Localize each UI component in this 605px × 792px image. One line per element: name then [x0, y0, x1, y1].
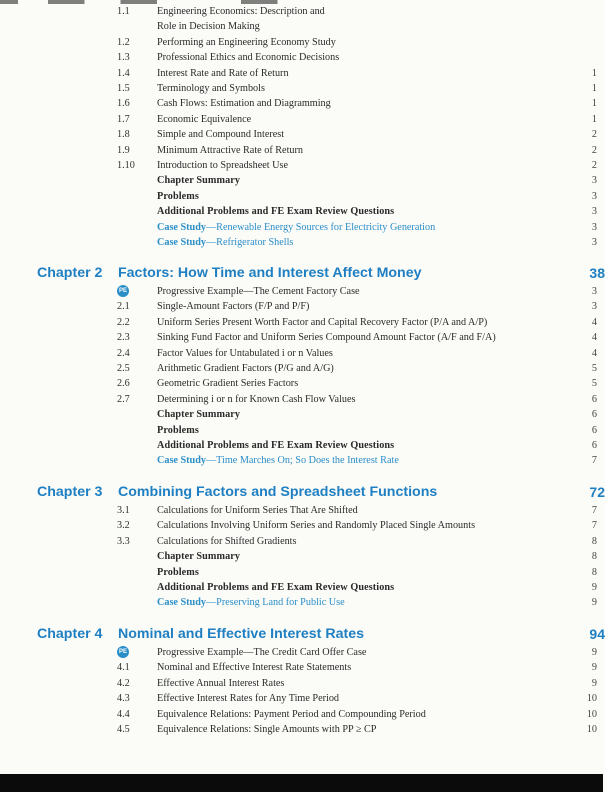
page-number: 1: [591, 83, 597, 94]
section-title: Interest Rate and Rate of Return: [157, 67, 289, 79]
section-number: 4.4: [117, 708, 130, 720]
section-title: Progressive Example—The Credit Card Offer Case: [157, 647, 367, 658]
page-number: 6: [591, 409, 597, 421]
section-title: Uniform Series Present Worth Factor and Capital Recovery Factor (P/A and A/P): [157, 316, 488, 328]
section-title: Performing an Engineering Economy Study: [157, 36, 336, 48]
chapter-page-number: 94: [589, 626, 605, 642]
progressive-example-icon: PE: [117, 285, 129, 297]
section-number: 1.9: [117, 144, 130, 156]
chapter-heading[interactable]: [0, 626, 603, 644]
section-title: Single-Amount Factors (F/P and P/F): [157, 301, 310, 313]
section-title: Introduction to Spreadsheet Use: [157, 160, 288, 171]
page-number: 10: [586, 724, 597, 735]
page-number: 3: [591, 301, 597, 313]
section-title: Economic Equivalence: [157, 113, 252, 125]
page-number: 1: [591, 113, 597, 125]
section-title: Problems: [157, 566, 199, 578]
page-number: 3: [591, 237, 597, 248]
section-title: Effective Interest Rates for Any Time Period: [157, 693, 340, 705]
page-number: 1: [591, 98, 597, 110]
section-title: [157, 221, 435, 234]
page-number: 3: [591, 221, 597, 233]
page-bottom-edge: [0, 774, 603, 792]
chapter-page-number: 72: [589, 484, 605, 500]
page-number: 8: [591, 551, 597, 563]
case-study-title: —Preserving Land for Public Use: [205, 597, 345, 609]
page-number: 1: [591, 67, 597, 79]
page-number: 4: [591, 332, 597, 344]
section-number: 2.4: [117, 347, 130, 359]
page-number: 4: [591, 316, 597, 328]
section-title: Calculations for Shifted Gradients: [157, 535, 297, 547]
section-title: Terminology and Symbols: [157, 83, 265, 94]
case-study-title: —Refrigerator Shells: [205, 237, 294, 248]
progressive-example-icon: PE: [117, 646, 129, 658]
page-number: 6: [591, 393, 597, 405]
page-number: 3: [591, 286, 597, 297]
section-title: Sinking Fund Factor and Uniform Series Compound Amount Factor (A/F and F/A): [157, 332, 496, 344]
page-number: 6: [591, 440, 597, 451]
section-number: 4.3: [117, 693, 130, 705]
section-title: Geometric Gradient Series Factors: [157, 378, 299, 390]
section-number: 3.3: [117, 535, 130, 547]
section-title: Role in Decision Making: [157, 21, 260, 33]
chapter-title: Nominal and Effective Interest Rates: [118, 626, 364, 642]
section-number: 1.8: [117, 129, 130, 141]
page-number: 5: [591, 363, 597, 374]
page-number: 3: [591, 190, 597, 202]
page-number: 7: [591, 520, 597, 532]
section-title: [157, 236, 293, 249]
section-title: Chapter Summary: [157, 409, 241, 421]
section-title: Cash Flows: Estimation and Diagramming: [157, 98, 331, 110]
page-number: 3: [591, 206, 597, 218]
section-number: 1.4: [117, 67, 130, 79]
section-title: Minimum Attractive Rate of Return: [157, 144, 303, 156]
section-number: 2.2: [117, 316, 130, 328]
chapter-label: Chapter 2: [37, 265, 103, 281]
chapter-label: Chapter 3: [37, 484, 103, 500]
section-title: Equivalence Relations: Payment Period and Compounding Period: [157, 708, 426, 720]
top-edge: [0, 0, 603, 4]
section-title: Progressive Example—The Cement Factory Case: [157, 286, 360, 297]
section-number: 1.1: [117, 6, 130, 17]
case-study-label: Case Study: [157, 597, 206, 609]
section-title: Engineering Economics: Description and: [157, 6, 325, 17]
section-number: 2.3: [117, 332, 130, 344]
section-title: Additional Problems and FE Exam Review Questions: [157, 440, 395, 451]
section-number: 3.1: [117, 505, 130, 516]
section-number: 3.2: [117, 520, 130, 532]
section-title: Chapter Summary: [157, 551, 241, 563]
page-number: 9: [591, 597, 597, 609]
page-number: 3: [591, 175, 597, 187]
section-title: Chapter Summary: [157, 175, 241, 187]
page-number: 9: [591, 677, 597, 689]
section-number: 1.6: [117, 98, 130, 110]
section-title: Determining i or n for Known Cash Flow Values: [157, 393, 356, 405]
section-title: Nominal and Effective Interest Rate Statements: [157, 662, 352, 674]
section-number: 4.1: [117, 662, 130, 674]
page-number: 2: [591, 144, 597, 156]
section-title: Professional Ethics and Economic Decisions: [157, 52, 340, 64]
page-number: 9: [591, 647, 597, 658]
chapter-title: Factors: How Time and Interest Affect Money: [118, 265, 422, 281]
section-title: Problems: [157, 190, 199, 202]
chapter-title: Combining Factors and Spreadsheet Functions: [118, 484, 438, 500]
page-number: 10: [586, 693, 597, 705]
page-number: 5: [591, 378, 597, 390]
section-title: Calculations for Uniform Series That Are Shifted: [157, 505, 358, 516]
section-title: Equivalence Relations: Single Amounts with PP ≥ CP: [157, 724, 377, 735]
chapter-heading[interactable]: [0, 265, 603, 283]
section-title: Simple and Compound Interest: [157, 129, 285, 141]
section-title: Problems: [157, 424, 199, 436]
section-title: Calculations Involving Uniform Series and Randomly Placed Single Amounts: [157, 520, 476, 532]
section-title: Factor Values for Untabulated i or n Values: [157, 347, 333, 359]
section-title: Effective Annual Interest Rates: [157, 677, 285, 689]
page-number: 7: [591, 455, 597, 467]
page-number: 9: [591, 662, 597, 674]
chapter-label: Chapter 4: [37, 626, 103, 642]
section-title: Additional Problems and FE Exam Review Questions: [157, 582, 395, 593]
section-number: 2.5: [117, 363, 130, 374]
case-study-label: Case Study: [157, 455, 206, 467]
section-number: 4.2: [117, 677, 130, 689]
page-number: 4: [591, 347, 597, 359]
chapter-heading[interactable]: [0, 484, 603, 502]
case-study-title: —Renewable Energy Sources for Electricity Generation: [205, 221, 436, 233]
case-study-label: Case Study: [157, 237, 206, 248]
chapter-page-number: 38: [589, 265, 605, 281]
section-title: Arithmetic Gradient Factors (P/G and A/G): [157, 363, 334, 374]
section-number: 2.7: [117, 393, 130, 405]
page-number: 6: [591, 424, 597, 436]
section-title: [157, 596, 345, 609]
page-number: 8: [591, 535, 597, 547]
section-number: 1.5: [117, 83, 130, 94]
section-number: 1.3: [117, 52, 130, 64]
case-study-title: —Time Marches On; So Does the Interest Rate: [205, 455, 399, 467]
page-number: 10: [586, 708, 597, 720]
section-number: 1.10: [117, 160, 135, 171]
section-number: 2.1: [117, 301, 130, 313]
section-number: 1.7: [117, 113, 130, 125]
page-number: 7: [591, 505, 597, 516]
section-title: [157, 454, 399, 467]
case-study-label: Case Study: [157, 221, 206, 233]
section-number: 4.5: [117, 724, 130, 735]
section-number: 2.6: [117, 378, 130, 390]
page-number: 9: [591, 582, 597, 593]
page-number: 2: [591, 129, 597, 141]
page-number: 2: [591, 160, 597, 171]
section-title: Additional Problems and FE Exam Review Questions: [157, 206, 395, 218]
page-number: 8: [591, 566, 597, 578]
section-number: 1.2: [117, 36, 130, 48]
